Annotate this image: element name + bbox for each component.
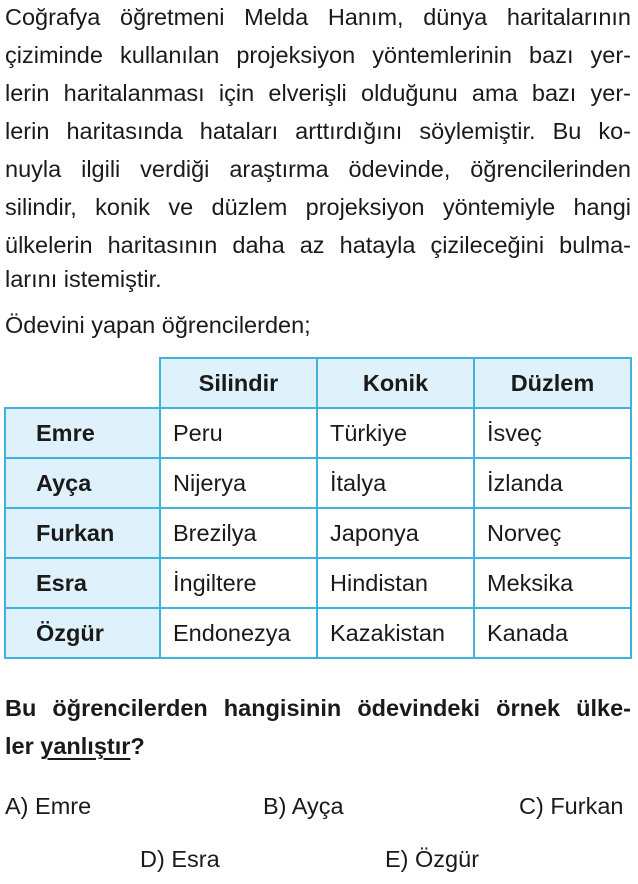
table-cell: Norveç (474, 508, 631, 558)
student-name: Emre (5, 408, 160, 458)
question-line-2 (5, 732, 145, 760)
table-cell: Peru (160, 408, 317, 458)
table-cell: Meksika (474, 558, 631, 608)
intro-text: Ödevini yapan öğrencilerden; (5, 312, 311, 338)
table-cell: İngiltere (160, 558, 317, 608)
question-underlined-word: yanlıştır (40, 733, 131, 759)
table-row (5, 608, 631, 658)
table-cell: Brezilya (160, 508, 317, 558)
table-row (5, 508, 631, 558)
choice-a[interactable]: A) Emre (5, 793, 92, 819)
question-suffix: ? (130, 733, 145, 759)
choice-e[interactable]: E) Özgür (385, 846, 480, 872)
table-row (5, 458, 631, 508)
table-cell: İtalya (317, 458, 474, 508)
table-cell: İsveç (474, 408, 631, 458)
projection-table (4, 357, 632, 659)
student-name: Esra (5, 558, 160, 608)
col-header-duzlem: Düzlem (474, 358, 631, 408)
paragraph-line-3: lerin haritalanması için elverişli olduğunu ama bazı yer- (5, 80, 631, 106)
paragraph-line-5: nuyla ilgili verdiği araştırma ödevinde, öğrencilerinden (5, 156, 631, 182)
choice-d[interactable]: D) Esra (140, 846, 220, 872)
question-prefix: ler (5, 733, 41, 759)
paragraph-line-7: ülkelerin haritasının daha az hatayla çizileceğini bulma- (5, 232, 631, 258)
choice-c[interactable]: C) Furkan (519, 793, 624, 819)
paragraph-line-2: çiziminde kullanılan projeksiyon yöntemlerinin bazı yer- (5, 42, 631, 68)
col-header-silindir: Silindir (160, 358, 317, 408)
student-name: Furkan (5, 508, 160, 558)
question-line-1: Bu öğrencilerden hangisinin ödevindeki örnek ülke- (5, 695, 631, 721)
table-header-row (5, 358, 631, 408)
table-cell: İzlanda (474, 458, 631, 508)
table-cell: Endonezya (160, 608, 317, 658)
paragraph-line-8: larını istemiştir. (5, 266, 162, 292)
paragraph-line-4: lerin haritasında hataları arttırdığını söylemiştir. Bu ko- (5, 118, 631, 144)
table-cell: Kazakistan (317, 608, 474, 658)
choice-b[interactable]: B) Ayça (263, 793, 344, 819)
col-header-konik: Konik (317, 358, 474, 408)
table-corner (5, 358, 160, 408)
student-name: Ayça (5, 458, 160, 508)
table-cell: Nijerya (160, 458, 317, 508)
table-cell: Japonya (317, 508, 474, 558)
table-row (5, 558, 631, 608)
paragraph-line-6: silindir, konik ve düzlem projeksiyon yöntemiyle hangi (5, 194, 631, 220)
student-name: Özgür (5, 608, 160, 658)
table-cell: Türkiye (317, 408, 474, 458)
table-cell: Hindistan (317, 558, 474, 608)
table-row (5, 408, 631, 458)
paragraph-line-1: Coğrafya öğretmeni Melda Hanım, dünya haritalarının (5, 4, 631, 30)
table-cell: Kanada (474, 608, 631, 658)
